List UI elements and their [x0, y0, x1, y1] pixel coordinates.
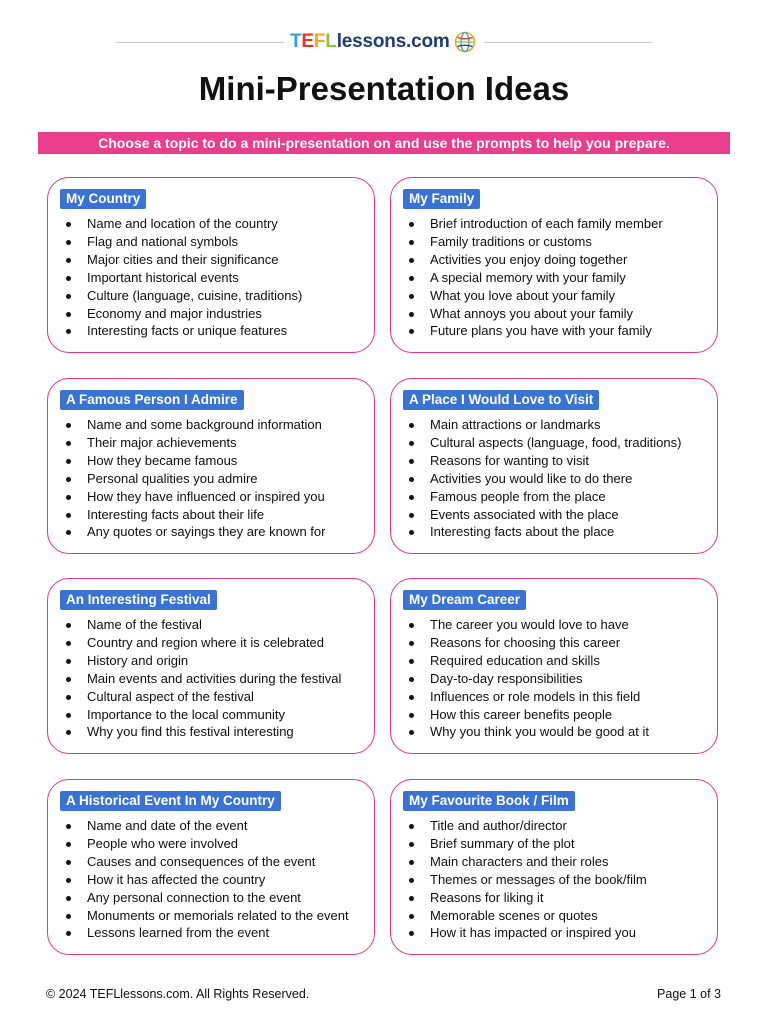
prompt-item	[64, 924, 366, 942]
topic-card	[47, 779, 375, 955]
prompt-text: History and origin	[87, 652, 189, 668]
bullet-icon	[66, 842, 71, 847]
topic-heading: An Interesting Festival	[60, 590, 217, 610]
prompt-item	[407, 452, 709, 470]
prompt-item	[64, 670, 366, 688]
topic-card	[390, 779, 718, 955]
prompt-text: How it has impacted or inspired you	[430, 925, 636, 941]
bullet-icon	[409, 513, 414, 518]
prompt-text: Future plans you have with your family	[430, 323, 652, 339]
prompt-text: Brief summary of the plot	[430, 835, 575, 851]
prompt-item	[64, 853, 366, 871]
prompt-text: Important historical events	[87, 269, 239, 285]
prompt-item	[64, 616, 366, 634]
bullet-icon	[66, 860, 71, 865]
prompt-list	[64, 817, 366, 942]
prompt-item	[64, 488, 366, 506]
prompt-text: Activities you would like to do there	[430, 470, 633, 486]
prompt-item	[407, 434, 709, 452]
prompt-item	[64, 723, 366, 741]
prompt-text: Why you find this festival interesting	[87, 724, 294, 740]
prompt-item	[64, 233, 366, 251]
prompt-list	[407, 817, 709, 942]
bullet-icon	[66, 312, 71, 317]
bullet-icon	[409, 312, 414, 317]
prompt-item	[407, 269, 709, 287]
topic-heading: A Historical Event In My Country	[60, 791, 281, 811]
prompt-item	[64, 305, 366, 323]
bullet-icon	[66, 641, 71, 646]
prompt-item	[407, 616, 709, 634]
footer-page-number: Page 1 of 3	[657, 987, 721, 1001]
prompt-item	[64, 322, 366, 340]
site-logo[interactable]: T E F L lessons.com	[290, 29, 476, 55]
page-title: Mini-Presentation Ideas	[198, 70, 570, 107]
prompt-item	[64, 706, 366, 724]
prompt-item	[64, 889, 366, 907]
prompt-item	[64, 506, 366, 524]
prompt-text: Personal qualities you admire	[87, 470, 258, 486]
prompt-item	[407, 706, 709, 724]
prompt-item	[64, 251, 366, 269]
prompt-item	[407, 889, 709, 907]
bullet-icon	[66, 329, 71, 334]
bullet-icon	[409, 294, 414, 299]
instruction-banner: Choose a topic to do a mini-presentation on and use the prompts to help you prepare.	[38, 132, 730, 154]
prompt-item	[407, 416, 709, 434]
prompt-text: Memorable scenes or quotes	[430, 907, 598, 923]
bullet-icon	[66, 276, 71, 281]
bullet-icon	[66, 222, 71, 227]
prompt-item	[64, 907, 366, 925]
bullet-icon	[66, 931, 71, 936]
prompt-text: Brief introduction of each family member	[430, 216, 663, 231]
bullet-icon	[66, 659, 71, 664]
topic-heading: My Dream Career	[403, 590, 526, 610]
prompt-text: Flag and national symbols	[87, 233, 239, 249]
prompt-text: Interesting facts about the place	[430, 524, 615, 540]
prompt-text: Family traditions or customs	[430, 233, 592, 249]
topic-heading: My Country	[60, 189, 146, 209]
prompt-text: Title and author/director	[430, 818, 567, 833]
bullet-icon	[409, 896, 414, 901]
prompt-item	[407, 523, 709, 541]
topic-card	[390, 378, 718, 554]
prompt-text: Country and region where it is celebrated	[87, 634, 325, 650]
prompt-item	[407, 688, 709, 706]
bullet-icon	[409, 713, 414, 718]
prompt-item	[407, 835, 709, 853]
prompt-item	[64, 452, 366, 470]
divider-right	[484, 42, 652, 43]
prompt-item	[407, 470, 709, 488]
prompt-text: Any quotes or sayings they are known for	[87, 524, 326, 540]
prompt-item	[407, 287, 709, 305]
topic-card	[390, 578, 718, 754]
prompt-item	[407, 488, 709, 506]
prompt-text: Cultural aspects (language, food, traditions)	[430, 434, 682, 450]
bullet-icon	[409, 495, 414, 500]
bullet-icon	[66, 530, 71, 535]
bullet-icon	[409, 240, 414, 245]
prompt-text: Interesting facts or unique features	[87, 323, 288, 339]
prompt-item	[64, 470, 366, 488]
bullet-icon	[66, 695, 71, 700]
prompt-text: Interesting facts about their life	[87, 506, 265, 522]
topic-heading: A Place I Would Love to Visit	[403, 390, 599, 410]
prompt-text: Famous people from the place	[430, 488, 606, 504]
bullet-icon	[409, 258, 414, 263]
prompt-text: Main events and activities during the festival	[87, 670, 342, 686]
prompt-text: Why you think you would be good at it	[430, 724, 649, 740]
bullet-icon	[66, 824, 71, 829]
topic-heading: A Famous Person I Admire	[60, 390, 244, 410]
prompt-item	[64, 835, 366, 853]
prompt-item	[64, 817, 366, 835]
topic-heading: My Favourite Book / Film	[403, 791, 575, 811]
bullet-icon	[409, 276, 414, 281]
prompt-text: Reasons for choosing this career	[430, 634, 621, 650]
bullet-icon	[409, 695, 414, 700]
prompt-item	[64, 269, 366, 287]
topic-card	[47, 378, 375, 554]
prompt-item	[407, 215, 709, 233]
bullet-icon	[409, 730, 414, 735]
prompt-item	[64, 871, 366, 889]
bullet-icon	[409, 914, 414, 919]
bullet-icon	[409, 477, 414, 482]
prompt-text: Name of the festival	[87, 617, 202, 632]
bullet-icon	[66, 477, 71, 482]
prompt-text: Causes and consequences of the event	[87, 853, 316, 869]
prompt-item	[407, 251, 709, 269]
prompt-list	[407, 215, 709, 340]
prompt-text: Required education and skills	[430, 652, 600, 668]
prompt-text: How they have influenced or inspired you	[87, 488, 325, 504]
prompt-item	[407, 817, 709, 835]
footer-copyright: © 2024 TEFLlessons.com. All Rights Reserved.	[46, 987, 310, 1001]
prompt-item	[64, 416, 366, 434]
bullet-icon	[409, 677, 414, 682]
topic-card	[390, 177, 718, 353]
prompt-item	[64, 523, 366, 541]
bullet-icon	[409, 878, 414, 883]
prompt-item	[407, 233, 709, 251]
prompt-text: Main characters and their roles	[430, 853, 609, 869]
bullet-icon	[66, 730, 71, 735]
prompt-list	[407, 616, 709, 741]
prompt-text: People who were involved	[87, 835, 239, 851]
prompt-list	[407, 416, 709, 541]
prompt-item	[407, 723, 709, 741]
prompt-item	[407, 924, 709, 942]
bullet-icon	[409, 623, 414, 628]
prompt-item	[407, 305, 709, 323]
prompt-text: What you love about your family	[430, 287, 615, 303]
prompt-text: Events associated with the place	[430, 506, 619, 522]
bullet-icon	[66, 677, 71, 682]
prompt-item	[407, 634, 709, 652]
prompt-item	[64, 634, 366, 652]
prompt-list	[64, 616, 366, 741]
bullet-icon	[409, 423, 414, 428]
prompt-text: Importance to the local community	[87, 706, 285, 722]
prompt-text: Themes or messages of the book/film	[430, 871, 647, 887]
prompt-item	[407, 853, 709, 871]
prompt-list	[64, 416, 366, 541]
prompt-text: Name and date of the event	[87, 818, 248, 833]
divider-left	[116, 42, 284, 43]
bullet-icon	[409, 641, 414, 646]
prompt-text: Culture (language, cuisine, traditions)	[87, 287, 303, 303]
bullet-icon	[409, 459, 414, 464]
prompt-text: Name and some background information	[87, 417, 322, 432]
prompt-text: Main attractions or landmarks	[430, 417, 601, 432]
bullet-icon	[409, 659, 414, 664]
bullet-icon	[66, 878, 71, 883]
bullet-icon	[66, 896, 71, 901]
prompt-text: What annoys you about your family	[430, 305, 634, 321]
header-logo-row	[0, 28, 768, 56]
bullet-icon	[66, 513, 71, 518]
topic-heading: My Family	[403, 189, 480, 209]
bullet-icon	[66, 258, 71, 263]
prompt-text: Activities you enjoy doing together	[430, 251, 628, 267]
prompt-item	[407, 907, 709, 925]
prompt-item	[64, 434, 366, 452]
bullet-icon	[409, 441, 414, 446]
prompt-text: Name and location of the country	[87, 216, 278, 231]
prompt-text: The career you would love to have	[430, 617, 629, 632]
prompt-item	[64, 215, 366, 233]
prompt-text: Their major achievements	[87, 434, 237, 450]
bullet-icon	[409, 860, 414, 865]
topic-card	[47, 177, 375, 353]
prompt-text: Cultural aspect of the festival	[87, 688, 254, 704]
bullet-icon	[66, 423, 71, 428]
prompt-text: Major cities and their significance	[87, 251, 279, 267]
prompt-text: Reasons for wanting to visit	[430, 452, 589, 468]
prompt-list	[64, 215, 366, 340]
bullet-icon	[409, 530, 414, 535]
prompt-item	[64, 652, 366, 670]
bullet-icon	[409, 842, 414, 847]
bullet-icon	[409, 222, 414, 227]
bullet-icon	[66, 441, 71, 446]
prompt-text: Day-to-day responsibilities	[430, 670, 583, 686]
globe-icon	[454, 31, 476, 53]
bullet-icon	[66, 495, 71, 500]
bullet-icon	[409, 931, 414, 936]
prompt-text: Lessons learned from the event	[87, 925, 270, 941]
prompt-item	[64, 688, 366, 706]
prompt-text: Economy and major industries	[87, 305, 262, 321]
bullet-icon	[409, 824, 414, 829]
bullet-icon	[66, 294, 71, 299]
prompt-item	[64, 287, 366, 305]
prompt-text: How this career benefits people	[430, 706, 613, 722]
bullet-icon	[66, 459, 71, 464]
prompt-item	[407, 652, 709, 670]
prompt-item	[407, 322, 709, 340]
prompt-text: Influences or role models in this field	[430, 688, 641, 704]
bullet-icon	[66, 240, 71, 245]
prompt-text: How they became famous	[87, 452, 238, 468]
prompt-text: Any personal connection to the event	[87, 889, 301, 905]
topic-card	[47, 578, 375, 754]
bullet-icon	[66, 914, 71, 919]
bullet-icon	[409, 329, 414, 334]
bullet-icon	[66, 623, 71, 628]
bullet-icon	[66, 713, 71, 718]
prompt-text: A special memory with your family	[430, 269, 626, 285]
prompt-item	[407, 871, 709, 889]
prompt-text: How it has affected the country	[87, 871, 266, 887]
prompt-item	[407, 506, 709, 524]
prompt-item	[407, 670, 709, 688]
prompt-text: Monuments or memorials related to the event	[87, 907, 349, 923]
prompt-text: Reasons for liking it	[430, 889, 544, 905]
